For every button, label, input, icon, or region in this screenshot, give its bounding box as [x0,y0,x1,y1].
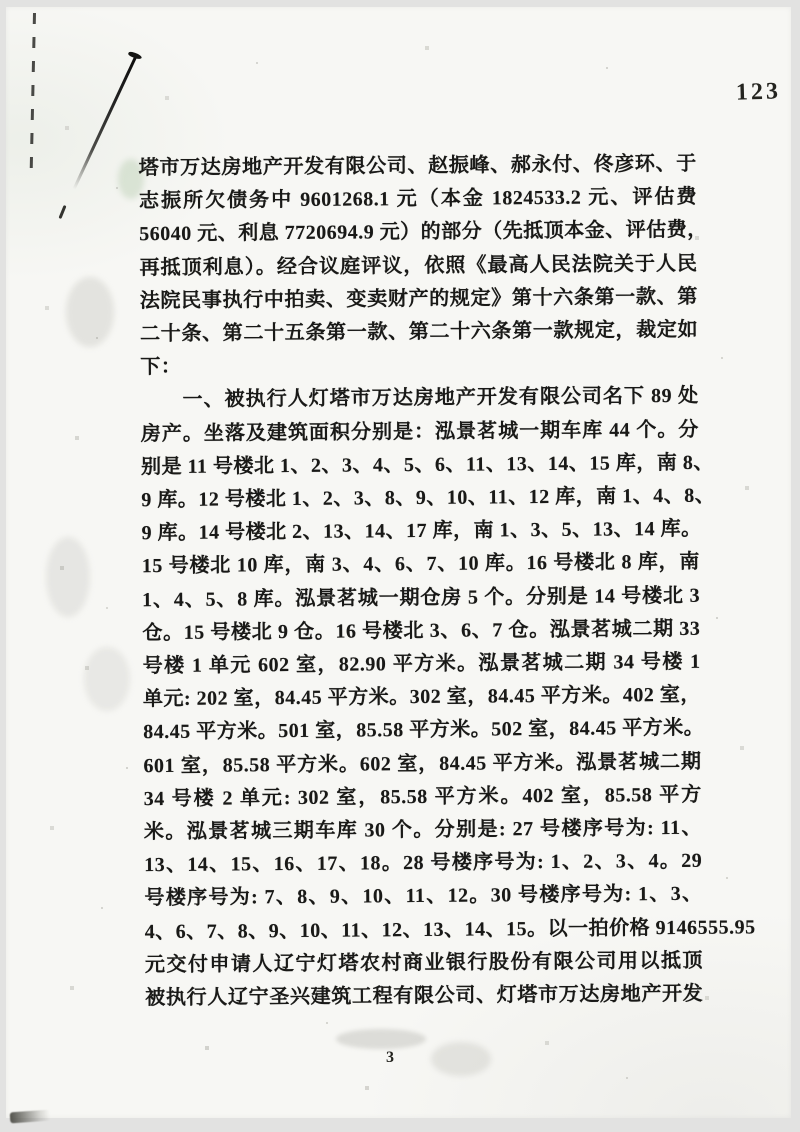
text-line: 一、被执行人灯塔市万达房地产开发有限公司名下 89 处 [182,385,699,412]
text-line: 84.45 平方米。501 室，85.58 平方米。502 室，84.45 平方米。 [143,717,705,744]
text-line: 再抵顶利息）。经合议庭评议，依照《最高人民法院关于人民 [139,252,698,279]
paper-speckles [6,7,8,9]
text-line: 56040 元、利息 7720694.9 元）的部分（先抵顶本金、评估费， [139,219,708,246]
faint-scrawl [336,1029,426,1049]
text-line: 法院民事执行中拍卖、变卖财产的规定》第十六条第一款、第 [139,285,698,313]
text-line: 被执行人辽宁圣兴建筑工程有限公司、灯塔市万达房地产开发 [145,982,704,1010]
text-line: 单元: 202 室，84.45 平方米。302 室，84.45 平方米。402 室， [142,684,701,711]
document-page [6,7,791,1118]
text-line: 9 库。14 号楼北 2、13、14、17 库，南 1、3、5、13、14 库。 [141,518,702,545]
text-line: 二十条、第二十五条第一款、第二十六条第一款规定，裁定如 [139,318,699,346]
text-line: 1、4、5、8 库。泓景茗城一期仓房 5 个。分别是 14 号楼北 3 [142,584,701,611]
text-line: 34 号楼 2 单元: 302 室，85.58 平方米。402 室，85.58 平方 [143,783,702,811]
text-line: 15 号楼北 10 库，南 3、4、6、7、10 库。16 号楼北 8 库，南 [141,551,700,578]
bottom-edge-smudge [10,1110,51,1124]
text-line: 号楼序号为: 7、8、9、10、11、12。30 号楼序号为: 1、3、 [144,883,703,910]
scan-streak-fragment [58,205,66,219]
document-body [138,148,756,1016]
faint-scrawl [431,1042,491,1076]
gray-stain [66,277,114,347]
crease-dashed-line [30,13,36,173]
text-line: 601 室，85.58 平方米。602 室，84.45 平方米。泓景茗城二期 [143,750,702,777]
page-stamp-number: 123 [735,78,782,106]
text-line: 别是 11 号楼北 1、2、3、4、5、6、11、13、14、15 库，南 8、 [141,451,714,479]
gray-stain [46,537,90,617]
text-line: 号楼 1 单元 602 室，82.90 平方米。泓景茗城二期 34 号楼 1 [142,650,701,678]
text-line: 下： [140,356,182,379]
gray-stain [84,647,130,711]
footer-page-number: 3 [386,1049,394,1066]
text-line: 志振所欠债务中 9601268.1 元（本金 1824533.2 元、评估费 [138,186,698,213]
text-line: 米。泓景茗城三期车库 30 个。分别是: 27 号楼序号为: 11、 [143,816,703,844]
text-line: 房产。坐落及建筑面积分别是：泓景茗城一期车库 44 个。分 [140,418,699,445]
text-line: 塔市万达房地产开发有限公司、赵振峰、郝永付、佟彦环、于 [138,152,697,180]
text-line: 元交付申请人辽宁灯塔农村商业银行股份有限公司用以抵顶 [144,949,704,977]
text-line: 13、14、15、16、17、18。28 号楼序号为: 1、2、3、4。29 [144,850,703,877]
text-line: 仓。15 号楼北 9 仓。16 号楼北 3、6、7 仓。泓景茗城二期 33 [142,617,701,645]
text-line: 4、6、7、8、9、10、11、12、13、14、15。以一拍价格 9146555.95 [144,916,756,943]
text-line: 9 库。12 号楼北 1、2、3、8、9、10、11、12 库，南 1、4、8、 [141,484,716,512]
